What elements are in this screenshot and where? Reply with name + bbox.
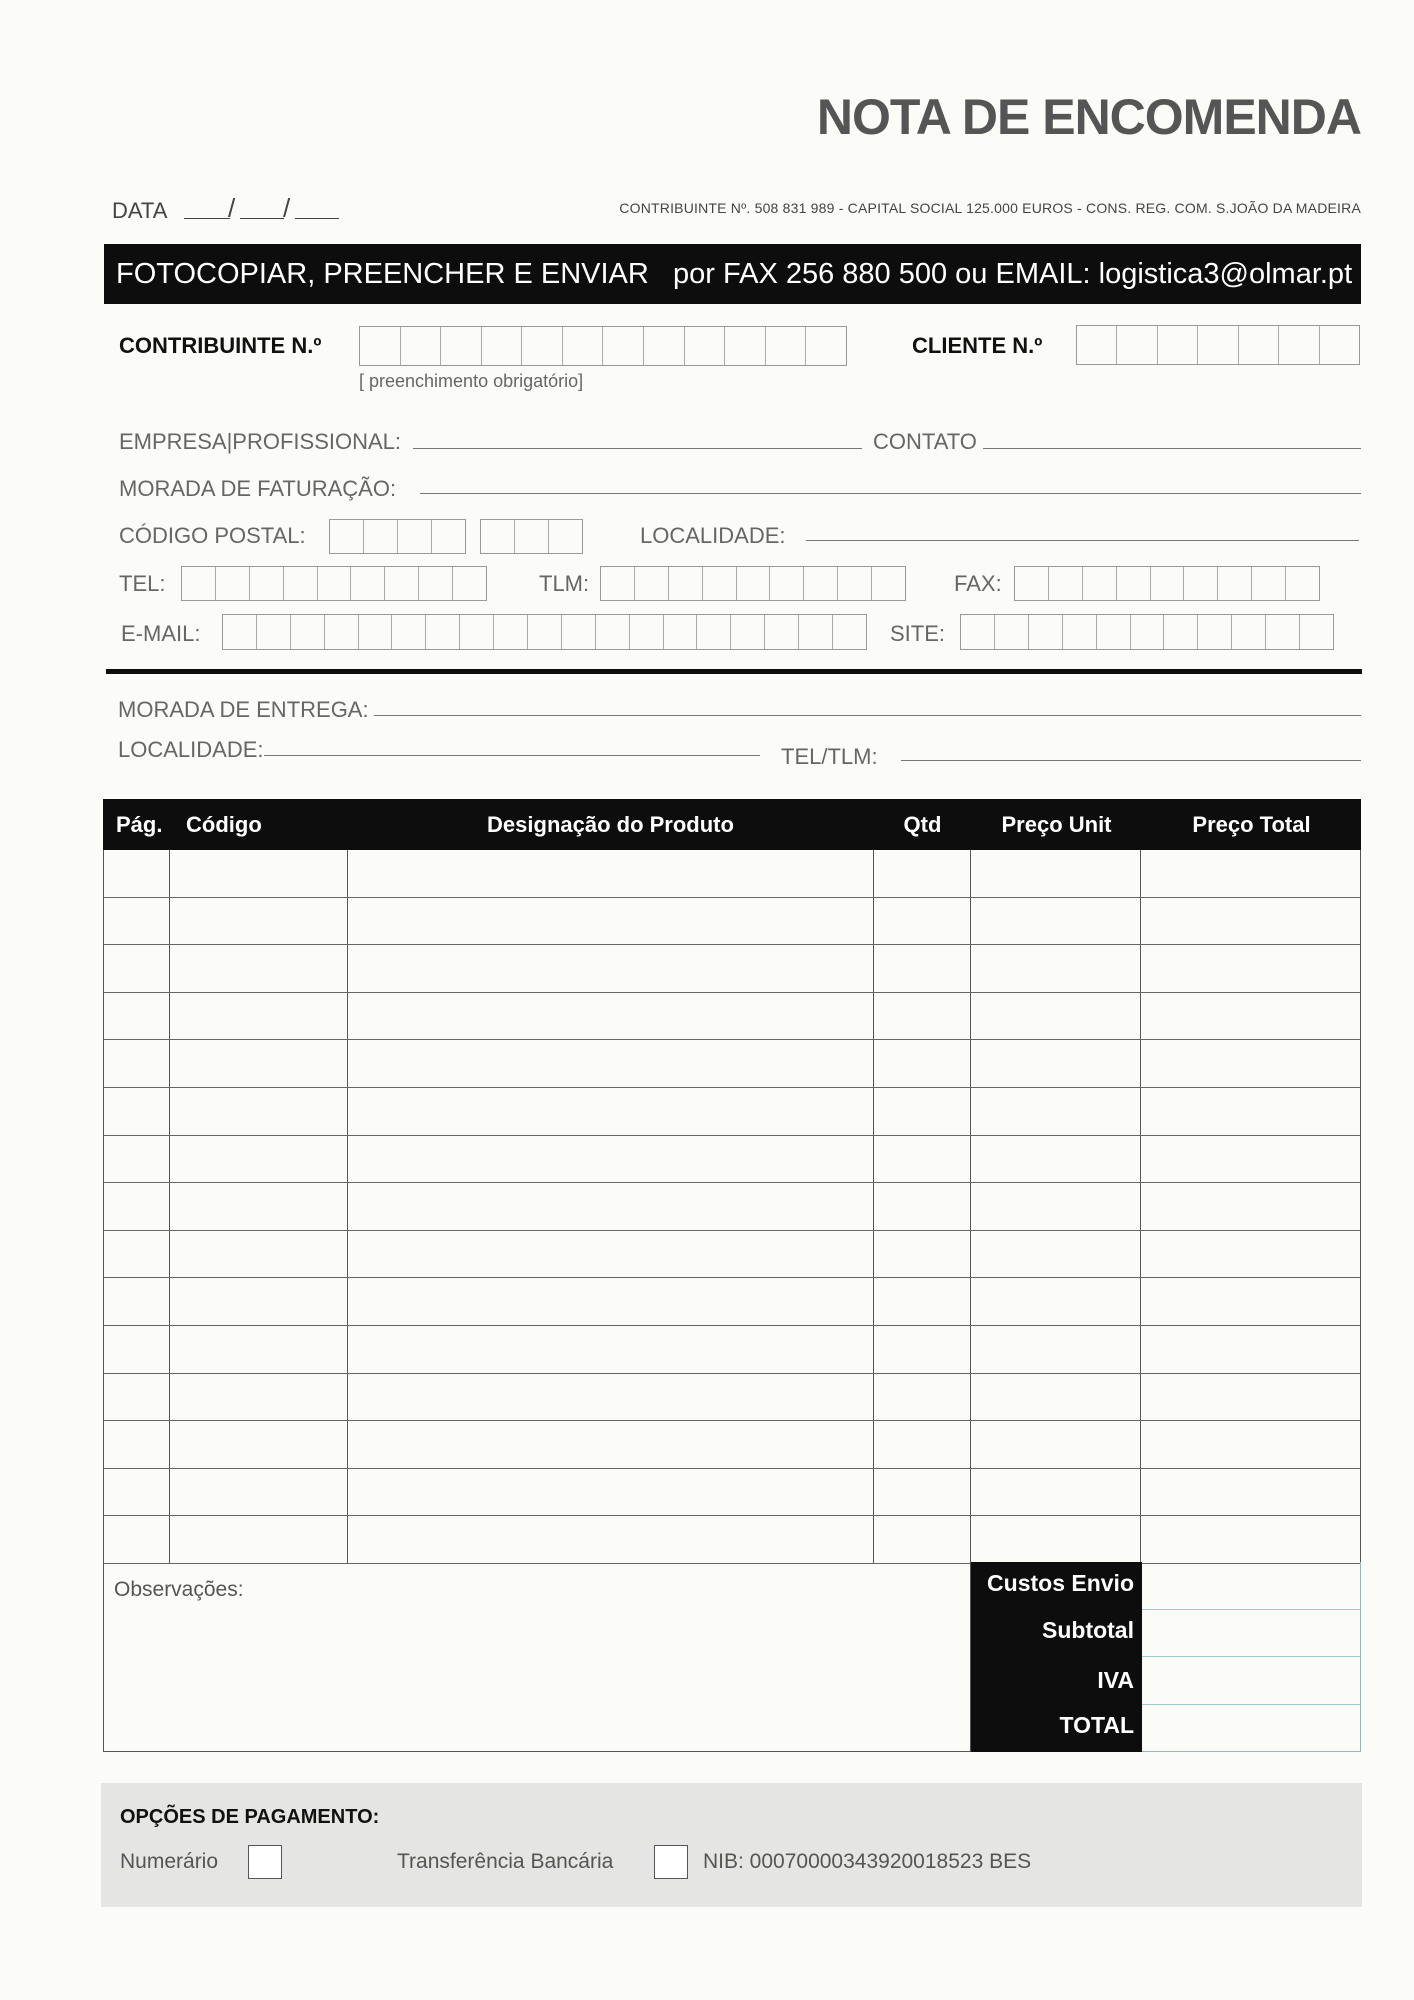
date-year-field[interactable] [295, 218, 339, 219]
cell-codigo[interactable] [170, 1374, 348, 1421]
cliente-field[interactable] [1076, 325, 1360, 365]
cell-preco-total[interactable] [1141, 1231, 1360, 1278]
custos-envio-field[interactable] [1142, 1562, 1360, 1610]
cell-pag[interactable] [104, 1136, 170, 1183]
cell-pag[interactable] [104, 1231, 170, 1278]
cell-designacao[interactable] [348, 945, 874, 992]
column-header-preco-unit: Preço Unit [1001, 811, 1112, 837]
localidade-label: LOCALIDADE: [640, 523, 786, 548]
cell-qtd[interactable] [874, 850, 971, 897]
morada-entrega-label: MORADA DE ENTREGA: [118, 697, 369, 722]
date-label: DATA [112, 198, 168, 223]
cell-codigo[interactable] [170, 945, 348, 992]
cell-designacao[interactable] [348, 1088, 874, 1135]
cell-preco-total[interactable] [1141, 850, 1360, 897]
contribuinte-field[interactable] [359, 326, 847, 366]
table-row [104, 945, 1360, 993]
cell-qtd[interactable] [874, 1183, 971, 1230]
numerario-checkbox[interactable] [248, 1845, 282, 1879]
cell-preco-unit[interactable] [971, 945, 1142, 992]
cell-pag[interactable] [104, 1469, 170, 1516]
tlm-field[interactable] [600, 566, 906, 601]
tel-field[interactable] [181, 566, 487, 601]
cell-preco-unit[interactable] [971, 1136, 1142, 1183]
cell-preco-total[interactable] [1141, 1278, 1360, 1325]
cell-codigo[interactable] [170, 1231, 348, 1278]
cell-codigo[interactable] [170, 1421, 348, 1468]
payment-section [101, 1783, 1362, 1907]
table-row [104, 1516, 1360, 1564]
table-row [104, 1183, 1360, 1231]
empresa-field[interactable] [413, 448, 862, 449]
cliente-label: CLIENTE N.º [912, 333, 1043, 358]
cell-qtd[interactable] [874, 1374, 971, 1421]
cell-codigo[interactable] [170, 1516, 348, 1563]
cell-designacao[interactable] [348, 1040, 874, 1087]
table-row [104, 1469, 1360, 1517]
banner-instructions: FOTOCOPIAR, PREENCHER E ENVIAR [116, 258, 649, 290]
cell-preco-unit[interactable] [971, 1421, 1142, 1468]
cell-preco-unit[interactable] [971, 1183, 1142, 1230]
cell-preco-total[interactable] [1141, 1136, 1360, 1183]
cell-designacao[interactable] [348, 1326, 874, 1373]
subtotal-label: Subtotal [1042, 1617, 1134, 1643]
cell-preco-total[interactable] [1141, 1516, 1360, 1563]
cell-preco-unit[interactable] [971, 1040, 1142, 1087]
site-field[interactable] [960, 614, 1334, 650]
cell-preco-unit[interactable] [971, 1088, 1142, 1135]
tel-label: TEL: [119, 571, 166, 596]
tel-tlm-field[interactable] [901, 760, 1361, 761]
cell-qtd[interactable] [874, 1278, 971, 1325]
cell-codigo[interactable] [170, 1088, 348, 1135]
tlm-label: TLM: [539, 571, 590, 596]
codigo-postal-field-2[interactable] [480, 519, 583, 554]
cell-qtd[interactable] [874, 1231, 971, 1278]
table-row [104, 1136, 1360, 1184]
cell-preco-total[interactable] [1141, 1469, 1360, 1516]
instructions-banner [104, 244, 1361, 304]
cell-preco-unit[interactable] [971, 850, 1142, 897]
cell-qtd[interactable] [874, 898, 971, 945]
localidade-field[interactable] [806, 540, 1359, 541]
codigo-postal-label: CÓDIGO POSTAL: [119, 523, 306, 548]
date-day-field[interactable] [184, 218, 230, 219]
email-label: E-MAIL: [121, 621, 201, 646]
table-row [104, 1326, 1360, 1374]
cell-qtd[interactable] [874, 1326, 971, 1373]
products-table [103, 799, 1361, 1564]
column-header-pag: Pág. [116, 811, 163, 837]
cell-codigo[interactable] [170, 898, 348, 945]
iva-field[interactable] [1142, 1657, 1360, 1705]
contato-field[interactable] [983, 448, 1361, 449]
table-header [103, 799, 1361, 850]
table-row [104, 898, 1360, 946]
cell-pag[interactable] [104, 1421, 170, 1468]
codigo-postal-field-1[interactable] [329, 519, 466, 554]
cell-designacao[interactable] [348, 1278, 874, 1325]
cell-pag[interactable] [104, 945, 170, 992]
transferencia-label: Transferência Bancária [397, 1850, 614, 1873]
cell-designacao[interactable] [348, 1421, 874, 1468]
entrega-localidade-field[interactable] [264, 755, 760, 756]
cell-preco-total[interactable] [1141, 898, 1360, 945]
subtotal-field[interactable] [1142, 1610, 1360, 1658]
date-separator: / [228, 193, 236, 223]
table-row [104, 993, 1360, 1041]
cell-preco-total[interactable] [1141, 1421, 1360, 1468]
cell-preco-unit[interactable] [971, 1469, 1142, 1516]
contribuinte-label: CONTRIBUINTE N.º [119, 333, 322, 358]
document-title: NOTA DE ENCOMENDA [816, 89, 1361, 145]
contato-label: CONTATO [873, 429, 977, 454]
cell-designacao[interactable] [348, 898, 874, 945]
banner-contact: por FAX 256 880 500 ou EMAIL: logistica3@olmar.pt [673, 258, 1353, 290]
table-row [104, 1040, 1360, 1088]
cell-preco-unit[interactable] [971, 993, 1142, 1040]
cell-designacao[interactable] [348, 1469, 874, 1516]
iva-label: IVA [1097, 1667, 1134, 1693]
nib-label: NIB: 0007000034392001852​3 BES [703, 1850, 1032, 1873]
table-row [104, 1421, 1360, 1469]
table-row [104, 1231, 1360, 1279]
numerario-label: Numerário [120, 1850, 219, 1873]
date-separator: / [283, 193, 291, 223]
cell-preco-unit[interactable] [971, 898, 1142, 945]
cell-qtd[interactable] [874, 1088, 971, 1135]
cell-qtd[interactable] [874, 1516, 971, 1563]
morada-faturacao-label: MORADA DE FATURAÇÃO: [119, 476, 397, 501]
cell-designacao[interactable] [348, 993, 874, 1040]
cell-codigo[interactable] [170, 1136, 348, 1183]
empresa-label: EMPRESA|PROFISSIONAL: [119, 429, 402, 454]
cell-preco-unit[interactable] [971, 1374, 1142, 1421]
cell-pag[interactable] [104, 850, 170, 897]
cell-codigo[interactable] [170, 1040, 348, 1087]
cell-codigo[interactable] [170, 1469, 348, 1516]
tel-tlm-label: TEL/TLM: [781, 744, 878, 769]
table-row [104, 850, 1360, 898]
cell-qtd[interactable] [874, 1040, 971, 1087]
cell-preco-unit[interactable] [971, 1278, 1142, 1325]
site-label: SITE: [890, 621, 946, 646]
cell-preco-total[interactable] [1141, 945, 1360, 992]
cell-codigo[interactable] [170, 993, 348, 1040]
cell-designacao[interactable] [348, 1374, 874, 1421]
table-row [104, 1278, 1360, 1326]
observacoes-label: Observações: [114, 1578, 244, 1601]
table-row [104, 1374, 1360, 1422]
cell-pag[interactable] [104, 993, 170, 1040]
payment-title: OPÇÕES DE PAGAMENTO: [120, 1806, 380, 1828]
cell-preco-unit[interactable] [971, 1326, 1142, 1373]
cell-preco-total[interactable] [1141, 1183, 1360, 1230]
cell-preco-total[interactable] [1141, 1088, 1360, 1135]
cell-pag[interactable] [104, 1516, 170, 1563]
cell-pag[interactable] [104, 1183, 170, 1230]
total-field[interactable] [1142, 1705, 1360, 1753]
cell-qtd[interactable] [874, 945, 971, 992]
cell-preco-unit[interactable] [971, 1231, 1142, 1278]
cell-designacao[interactable] [348, 1136, 874, 1183]
cell-pag[interactable] [104, 1326, 170, 1373]
cell-preco-total[interactable] [1141, 993, 1360, 1040]
cell-pag[interactable] [104, 1088, 170, 1135]
cell-pag[interactable] [104, 1040, 170, 1087]
table-row [104, 1088, 1360, 1136]
table-body [103, 850, 1361, 1564]
cell-qtd[interactable] [874, 1136, 971, 1183]
entrega-localidade-label: LOCALIDADE: [118, 737, 264, 762]
email-field[interactable] [222, 614, 867, 650]
cell-designacao[interactable] [348, 1231, 874, 1278]
column-header-qtd: Qtd [903, 811, 942, 837]
fax-label: FAX: [954, 571, 1002, 596]
totals-values [1142, 1562, 1361, 1752]
cell-preco-total[interactable] [1141, 1374, 1360, 1421]
column-header-preco-total: Preço Total [1192, 811, 1311, 837]
fax-field[interactable] [1014, 566, 1320, 601]
contribuinte-hint: [ preenchimento obrigatório] [359, 371, 584, 391]
transferencia-checkbox[interactable] [654, 1845, 688, 1879]
cell-designacao[interactable] [348, 1183, 874, 1230]
cell-designacao[interactable] [348, 1516, 874, 1563]
section-divider [106, 669, 1362, 674]
cell-codigo[interactable] [170, 1278, 348, 1325]
cell-qtd[interactable] [874, 1421, 971, 1468]
cell-codigo[interactable] [170, 850, 348, 897]
cell-codigo[interactable] [170, 1326, 348, 1373]
cell-qtd[interactable] [874, 993, 971, 1040]
cell-preco-unit[interactable] [971, 1516, 1142, 1563]
cell-pag[interactable] [104, 898, 170, 945]
total-label: TOTAL [1059, 1712, 1134, 1738]
column-header-codigo: Código [186, 811, 262, 837]
company-info: CONTRIBUINTE Nº. 508 831 989 - CAPITAL SOCIAL 125.000 EUROS - CONS. REG. COM. S.JOÃO DA MADEIRA [619, 200, 1361, 216]
cell-qtd[interactable] [874, 1469, 971, 1516]
column-header-designacao: Designação do Produto [487, 811, 734, 837]
morada-entrega-field[interactable] [374, 715, 1361, 716]
cell-preco-total[interactable] [1141, 1326, 1360, 1373]
cell-preco-total[interactable] [1141, 1040, 1360, 1087]
morada-faturacao-field[interactable] [420, 493, 1361, 494]
cell-codigo[interactable] [170, 1183, 348, 1230]
custos-envio-label: Custos Envio [987, 1570, 1134, 1596]
cell-designacao[interactable] [348, 850, 874, 897]
totals-labels [971, 1562, 1142, 1752]
date-month-field[interactable] [240, 218, 284, 219]
cell-pag[interactable] [104, 1374, 170, 1421]
cell-pag[interactable] [104, 1278, 170, 1325]
